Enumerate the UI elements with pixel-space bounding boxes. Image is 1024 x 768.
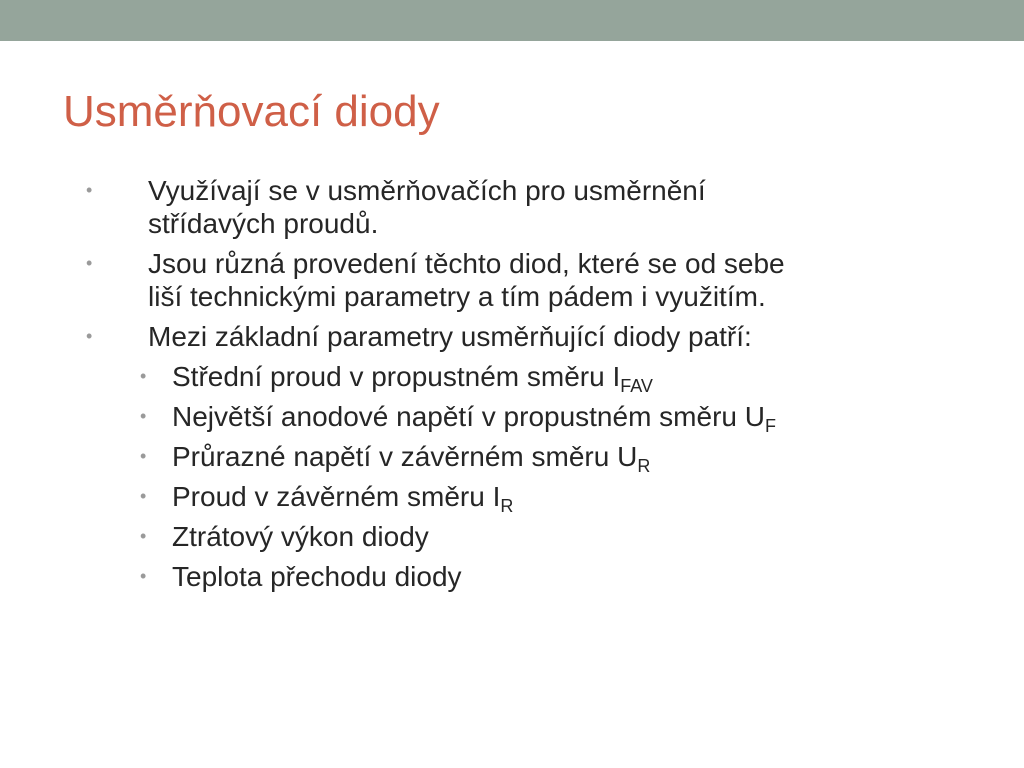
sub-bullet-item	[0, 560, 1024, 593]
sub-bullet-text	[172, 440, 1024, 476]
parameter-label: Ztrátový výkon diody	[172, 521, 429, 552]
bullet-text-line: střídavých proudů.	[148, 208, 379, 239]
sub-bullet-text	[172, 520, 1024, 553]
parameter-label: Střední proud v propustném směru I	[172, 361, 621, 392]
bullet-dot-icon: •	[86, 326, 93, 346]
bullet-dot-icon: •	[86, 253, 93, 273]
bullet-dot-icon: •	[86, 180, 93, 200]
parameter-label: Průrazné napětí v závěrném směru U	[172, 441, 638, 472]
bullet-text-line: Využívají se v usměrňovačích pro usměrnění	[148, 175, 706, 206]
sub-bullet-item	[0, 360, 1024, 396]
slide-title: Usměrňovací diody	[63, 87, 440, 136]
parameter-label: Teplota přechodu diody	[172, 561, 462, 592]
bullet-item	[0, 247, 1024, 313]
bullet-text-line: Jsou různá provedení těchto diod, které se od sebe	[148, 248, 785, 279]
parameter-subscript: R	[637, 456, 651, 476]
bullet-dot-icon: •	[140, 566, 147, 586]
top-color-band	[0, 0, 1024, 41]
parameter-subscript: F	[764, 416, 776, 436]
bullet-item	[0, 174, 1024, 240]
parameter-label: Proud v závěrném směru I	[172, 481, 501, 512]
sub-bullet-text	[172, 560, 1024, 593]
sub-bullet-text	[172, 360, 1024, 396]
bullet-dot-icon: •	[140, 366, 147, 386]
parameter-subscript: FAV	[620, 376, 653, 396]
bullet-item	[0, 320, 1024, 353]
sub-bullet-item	[0, 440, 1024, 476]
bullet-dot-icon: •	[140, 486, 147, 506]
sub-bullet-item	[0, 480, 1024, 516]
bullet-text-line: Mezi základní parametry usměrňující diody patří:	[148, 321, 752, 352]
sub-bullet-text	[172, 400, 1024, 436]
sub-bullet-text	[172, 480, 1024, 516]
sub-bullet-item	[0, 400, 1024, 436]
sub-bullet-item	[0, 520, 1024, 553]
bullet-dot-icon: •	[140, 526, 147, 546]
bullet-text-line: liší technickými parametry a tím pádem i využitím.	[148, 281, 766, 312]
bullet-list	[0, 174, 1024, 600]
bullet-dot-icon: •	[140, 406, 147, 426]
parameter-label: Největší anodové napětí v propustném směru U	[172, 401, 765, 432]
bullet-dot-icon: •	[140, 446, 147, 466]
parameter-subscript: R	[500, 496, 514, 516]
